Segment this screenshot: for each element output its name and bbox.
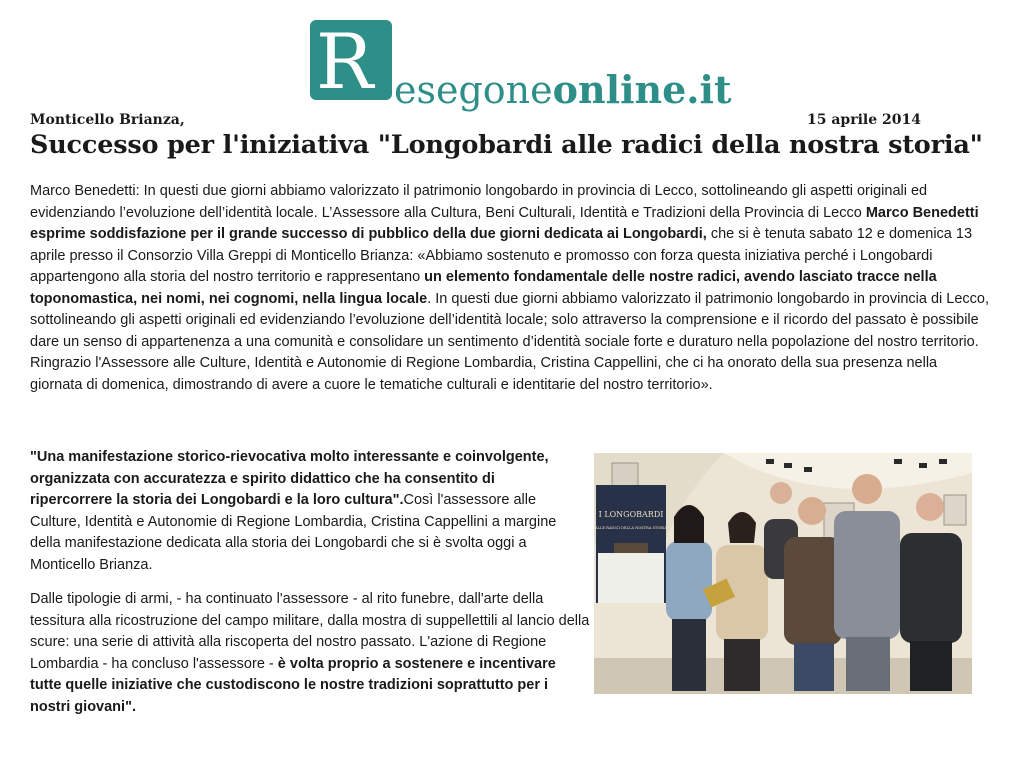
group-photo-scene xyxy=(594,453,972,694)
article-headline: Successo per l'iniziativa "Longobardi alle radici della nostra storia" xyxy=(30,130,983,160)
logo-initial: R xyxy=(316,17,374,106)
text-run: . In questi due giorni abbiamo valorizzato il patrimonio longobardo in provincia di Lecco, sottolineando gli aspetti originali ed evidenziando l’evoluzione dell’identità locale; solo attraverso la comprensione e il ricordo del passato è possibile dare un senso di appartenenza a una comunità e consolidare un sentimento d’identità sociale forte e duraturo nella popolazione del nostro territorio. Ringrazio l'Assessore alle Culture, Identità e Autonomie di Regione Lombardia, Cristina Cappellini, che ci ha onorato della sua presenza nella giornata di domenica, dimostrando di avere a cuore le tematiche culturali e identitarie del nostro territorio». xyxy=(30,290,990,393)
article-paragraph-1 xyxy=(30,181,990,396)
text-run: Marco Benedetti: In questi due giorni abbiamo valorizzato il patrimonio longobardo in provincia di Lecco, sottolineando gli aspetti originali ed evidenziando l’evoluzione dell’identità locale. L’Assessore alla Cultura, Beni Culturali, Identità e Tradizioni della Provincia di Lecco xyxy=(30,183,928,221)
logo-wordmark-light: esegone xyxy=(394,68,553,112)
dateline-place: Monticello Brianza, xyxy=(30,112,185,128)
text-run: Così l'assessore alle Culture, Identità e Autonomie di Regione Lombardia, Cristina Cappellini a margine della manifestazione dedicata alla storia dei Longobardi che si è svolta oggi a Monticello Brianza. xyxy=(30,492,557,573)
group-photo xyxy=(594,453,972,694)
bold-text-run: è volta proprio a sostenere e incentivare tutte quelle iniziative che custodiscono le nostre tradizioni soprattutto per i nostri giovani". xyxy=(30,655,556,715)
bold-text-run: Marco Benedetti esprime soddisfazione per il grande successo di pubblico della due giorni dedicata ai Longobardi, xyxy=(30,204,979,242)
logo-mark xyxy=(310,17,392,106)
article-paragraph-3 xyxy=(30,589,590,718)
text-run: che si è tenuta sabato 12 e domenica 13 aprile presso il Consorzio Villa Greppi di Monticello Brianza: «Abbiamo sostenuto e promosso con forza questa iniziativa perché i Longobardi appartengono alla storia del nostro territorio e rappresentano xyxy=(30,226,973,285)
poster-subtitle: ALLE RADICI DELLA NOSTRA STORIA xyxy=(595,526,667,530)
logo-wordmark-bold: online.it xyxy=(552,67,732,112)
bold-text-run: "Una manifestazione storico-rievocativa molto interessante e coinvolgente, organizzata con accuratezza e spirito didattico che ha consentito di ripercorrere la storia dei Longobardi e la loro cultura". xyxy=(30,449,549,508)
poster-title: I LONGOBARDI xyxy=(598,510,664,519)
bold-text-run: un elemento fondamentale delle nostre radici, avendo lasciato tracce nella toponomastica, nei nomi, nei cognomi, nella lingua locale xyxy=(30,269,937,307)
text-run: Dalle tipologie di armi, - ha continuato l'assessore - al rito funebre, dall'arte della tessitura alla ricostruzione del campo militare, dalla mostra di suppellettili al lancio della scure: una serie di attività alla riscoperta del nostro passato. L'azione di Regione Lombardia - ha concluso l'assessore - xyxy=(30,591,590,672)
dateline-date: 15 aprile 2014 xyxy=(807,112,921,128)
article-paragraph-2 xyxy=(30,447,580,576)
site-logo[interactable] xyxy=(310,17,732,112)
logo-wordmark xyxy=(394,67,732,112)
